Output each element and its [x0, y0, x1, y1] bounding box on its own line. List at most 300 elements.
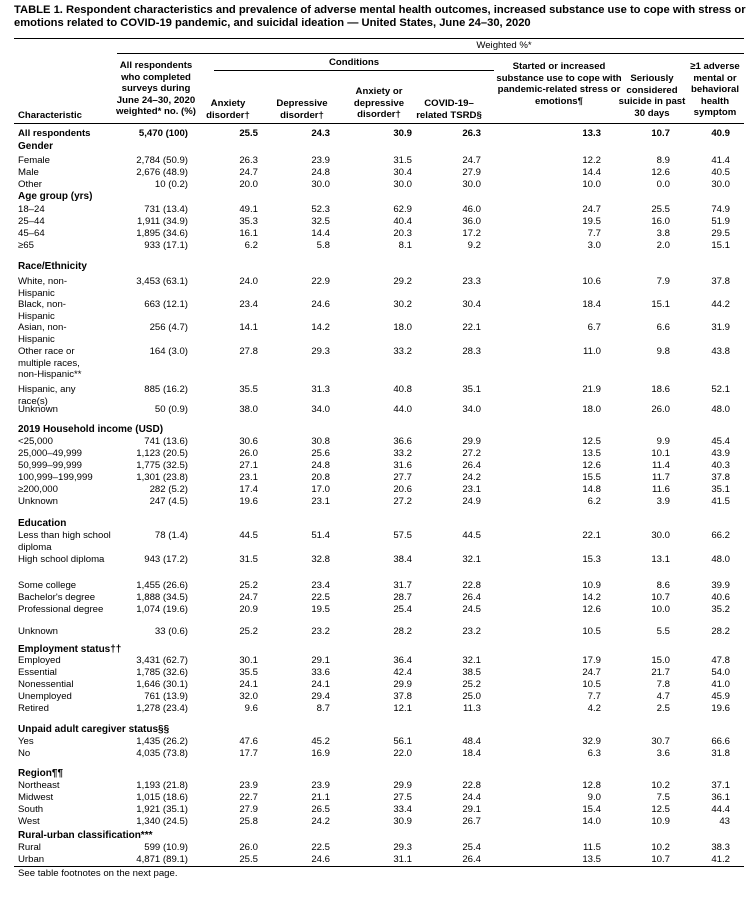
- value-cell: 35.2: [711, 604, 730, 615]
- value-cell: 5.8: [316, 240, 330, 251]
- respondent-count-cell: 164 (3.0): [149, 346, 188, 357]
- value-cell: 36.1: [711, 792, 730, 803]
- value-cell: 17.2: [462, 228, 481, 239]
- value-cell: 35.1: [711, 484, 730, 495]
- respondent-count-cell: 741 (13.6): [144, 436, 188, 447]
- value-cell: 24.6: [311, 299, 330, 310]
- value-cell: 37.8: [393, 691, 412, 702]
- value-cell: 26.5: [311, 804, 330, 815]
- value-cell: 6.2: [587, 496, 601, 507]
- value-cell: 26.3: [239, 155, 258, 166]
- value-cell: 25.5: [239, 128, 258, 139]
- value-cell: 40.3: [711, 460, 730, 471]
- top-rule: [14, 38, 744, 39]
- value-cell: 43: [719, 816, 730, 827]
- value-cell: 30.1: [239, 655, 258, 666]
- value-cell: 17.4: [239, 484, 258, 495]
- value-cell: 30.4: [462, 299, 481, 310]
- value-cell: 24.4: [462, 792, 481, 803]
- value-cell: 18.4: [462, 748, 481, 759]
- respondent-count-cell: 1,911 (34.9): [136, 216, 188, 227]
- respondent-count-cell: 599 (10.9): [144, 842, 188, 853]
- anxiety-header: Anxiety disorder†: [206, 98, 250, 121]
- value-cell: 30.0: [651, 530, 670, 541]
- row-label: High school diploma: [18, 554, 105, 565]
- value-cell: 29.4: [311, 691, 330, 702]
- value-cell: 38.5: [462, 667, 481, 678]
- value-cell: 29.9: [462, 436, 481, 447]
- value-cell: 47.8: [711, 655, 730, 666]
- value-cell: 28.7: [393, 592, 412, 603]
- value-cell: 26.0: [239, 448, 258, 459]
- value-cell: 10.6: [582, 276, 601, 287]
- value-cell: 29.1: [311, 655, 330, 666]
- value-cell: 26.3: [462, 128, 481, 139]
- value-cell: 23.1: [239, 472, 258, 483]
- respondent-count-cell: 933 (17.1): [144, 240, 188, 251]
- row-label: Other race or multiple races, non-Hispanic**: [18, 346, 82, 381]
- respondent-count-cell: 4,035 (73.8): [136, 748, 188, 759]
- respondent-count-cell: 5,470 (100): [138, 128, 188, 139]
- conditions-label: Conditions: [328, 57, 380, 68]
- value-cell: 10.5: [582, 679, 601, 690]
- value-cell: 6.6: [656, 322, 670, 333]
- value-cell: 32.5: [311, 216, 330, 227]
- value-cell: 20.0: [239, 179, 258, 190]
- value-cell: 7.9: [656, 276, 670, 287]
- respondent-count-cell: 663 (12.1): [144, 299, 188, 310]
- row-label: Northeast: [18, 780, 60, 791]
- substance-use-header: Started or increased substance use to cope with pandemic-related stress or emotions¶: [496, 61, 622, 107]
- value-cell: 12.8: [582, 780, 601, 791]
- value-cell: 30.0: [393, 179, 412, 190]
- value-cell: 19.6: [711, 703, 730, 714]
- value-cell: 39.9: [711, 580, 730, 591]
- value-cell: 19.5: [311, 604, 330, 615]
- value-cell: 37.8: [711, 276, 730, 287]
- row-label: Essential: [18, 667, 57, 678]
- value-cell: 28.2: [711, 626, 730, 637]
- value-cell: 24.9: [462, 496, 481, 507]
- value-cell: 10.0: [651, 604, 670, 615]
- value-cell: 36.0: [462, 216, 481, 227]
- respondent-count-cell: 1,888 (34.5): [136, 592, 188, 603]
- value-cell: 29.9: [393, 780, 412, 791]
- respondent-count-cell: 1,278 (23.4): [136, 703, 188, 714]
- respondent-count-cell: 761 (13.9): [144, 691, 188, 702]
- value-cell: 10.1: [651, 448, 670, 459]
- value-cell: 18.0: [582, 404, 601, 415]
- value-cell: 22.7: [239, 792, 258, 803]
- value-cell: 41.4: [711, 155, 730, 166]
- value-cell: 12.2: [582, 155, 601, 166]
- value-cell: 35.1: [462, 384, 481, 395]
- value-cell: 24.7: [582, 204, 601, 215]
- value-cell: 37.1: [711, 780, 730, 791]
- value-cell: 49.1: [239, 204, 258, 215]
- row-label: South: [18, 804, 44, 815]
- value-cell: 10.2: [651, 780, 670, 791]
- value-cell: 10.9: [651, 816, 670, 827]
- value-cell: 25.0: [462, 691, 481, 702]
- row-label: Less than high school diploma: [18, 530, 111, 553]
- respondent-count-cell: 78 (1.4): [154, 530, 188, 541]
- value-cell: 52.1: [711, 384, 730, 395]
- value-cell: 31.5: [393, 155, 412, 166]
- respondent-count-cell: 1,015 (18.6): [136, 792, 188, 803]
- value-cell: 15.1: [711, 240, 730, 251]
- value-cell: 14.2: [582, 592, 601, 603]
- value-cell: 7.7: [587, 691, 601, 702]
- value-cell: 30.9: [393, 128, 412, 139]
- respondent-count-cell: 1,301 (23.8): [136, 472, 188, 483]
- value-cell: 46.0: [462, 204, 481, 215]
- value-cell: 29.3: [311, 346, 330, 357]
- respondent-count-cell: 256 (4.7): [149, 322, 188, 333]
- value-cell: 3.0: [587, 240, 601, 251]
- conditions-rule: [214, 70, 494, 71]
- value-cell: 42.4: [393, 667, 412, 678]
- row-label: Rural: [18, 842, 41, 853]
- value-cell: 20.9: [239, 604, 258, 615]
- value-cell: 41.5: [711, 496, 730, 507]
- value-cell: 14.4: [582, 167, 601, 178]
- value-cell: 36.4: [393, 655, 412, 666]
- value-cell: 23.4: [239, 299, 258, 310]
- characteristic-header: Characteristic: [18, 110, 82, 121]
- respondent-count-cell: 1,340 (24.5): [136, 816, 188, 827]
- respondent-count-cell: 33 (0.6): [154, 626, 188, 637]
- value-cell: 18.4: [582, 299, 601, 310]
- value-cell: 16.9: [311, 748, 330, 759]
- value-cell: 35.5: [239, 384, 258, 395]
- value-cell: 51.9: [711, 216, 730, 227]
- value-cell: 13.5: [582, 448, 601, 459]
- value-cell: 7.5: [656, 792, 670, 803]
- respondent-count-cell: 885 (16.2): [144, 384, 188, 395]
- value-cell: 23.1: [311, 496, 330, 507]
- value-cell: 29.2: [393, 276, 412, 287]
- symptom-header: ≥1 adverse mental or behavioral health symptom: [690, 61, 740, 119]
- value-cell: 3.8: [656, 228, 670, 239]
- row-label: Asian, non-Hispanic: [18, 322, 67, 345]
- value-cell: 14.4: [311, 228, 330, 239]
- value-cell: 41.0: [711, 679, 730, 690]
- section-heading: Race/Ethnicity: [18, 261, 87, 272]
- weighted-rule: [117, 53, 744, 54]
- value-cell: 30.8: [311, 436, 330, 447]
- value-cell: 31.9: [711, 322, 730, 333]
- value-cell: 22.9: [311, 276, 330, 287]
- value-cell: 22.8: [462, 780, 481, 791]
- section-heading: 2019 Household income (USD): [18, 424, 164, 435]
- value-cell: 29.5: [711, 228, 730, 239]
- value-cell: 27.1: [239, 460, 258, 471]
- value-cell: 21.7: [651, 667, 670, 678]
- value-cell: 18.0: [393, 322, 412, 333]
- value-cell: 30.9: [393, 816, 412, 827]
- value-cell: 23.9: [311, 155, 330, 166]
- value-cell: 25.4: [393, 604, 412, 615]
- value-cell: 4.2: [587, 703, 601, 714]
- value-cell: 31.1: [393, 854, 412, 865]
- value-cell: 15.5: [582, 472, 601, 483]
- row-label: West: [18, 816, 40, 827]
- value-cell: 27.2: [462, 448, 481, 459]
- value-cell: 11.6: [652, 484, 670, 495]
- value-cell: 32.1: [462, 655, 481, 666]
- value-cell: 74.9: [711, 204, 730, 215]
- value-cell: 23.9: [311, 780, 330, 791]
- value-cell: 26.4: [462, 460, 481, 471]
- value-cell: 25.5: [239, 854, 258, 865]
- row-label: Professional degree: [18, 604, 104, 615]
- value-cell: 24.3: [311, 128, 330, 139]
- row-label: Unemployed: [18, 691, 72, 702]
- value-cell: 31.8: [711, 748, 730, 759]
- value-cell: 10.0: [582, 179, 601, 190]
- value-cell: 38.3: [711, 842, 730, 853]
- value-cell: 15.3: [582, 554, 601, 565]
- value-cell: 66.6: [711, 736, 730, 747]
- value-cell: 20.3: [393, 228, 412, 239]
- value-cell: 25.5: [651, 204, 670, 215]
- value-cell: 11.4: [652, 460, 670, 471]
- value-cell: 8.1: [398, 240, 412, 251]
- value-cell: 23.1: [462, 484, 481, 495]
- value-cell: 31.5: [239, 554, 258, 565]
- value-cell: 32.8: [311, 554, 330, 565]
- value-cell: 21.9: [582, 384, 601, 395]
- respondent-count-cell: 2,784 (50.9): [136, 155, 188, 166]
- value-cell: 47.6: [239, 736, 258, 747]
- value-cell: 13.3: [582, 128, 601, 139]
- respondent-count-cell: 1,646 (30.1): [136, 679, 188, 690]
- value-cell: 48.0: [711, 554, 730, 565]
- respondents-header: All respondents who completed surveys during June 24–30, 2020 weighted* no. (%): [116, 60, 196, 118]
- value-cell: 15.0: [651, 655, 670, 666]
- value-cell: 33.6: [311, 667, 330, 678]
- value-cell: 12.1: [393, 703, 412, 714]
- value-cell: 23.2: [462, 626, 481, 637]
- value-cell: 8.9: [656, 155, 670, 166]
- value-cell: 10.2: [651, 842, 670, 853]
- value-cell: 12.5: [651, 804, 670, 815]
- value-cell: 27.8: [239, 346, 258, 357]
- value-cell: 30.2: [393, 299, 412, 310]
- value-cell: 52.3: [311, 204, 330, 215]
- value-cell: 24.2: [462, 472, 481, 483]
- value-cell: 40.4: [393, 216, 412, 227]
- respondent-count-cell: 50 (0.9): [154, 404, 188, 415]
- value-cell: 10.7: [651, 592, 670, 603]
- value-cell: 25.2: [239, 626, 258, 637]
- value-cell: 24.1: [239, 679, 258, 690]
- value-cell: 22.1: [582, 530, 601, 541]
- value-cell: 11.0: [583, 346, 601, 357]
- value-cell: 10.9: [582, 580, 601, 591]
- value-cell: 31.3: [311, 384, 330, 395]
- respondent-count-cell: 1,435 (26.2): [136, 736, 188, 747]
- value-cell: 25.6: [311, 448, 330, 459]
- value-cell: 18.6: [651, 384, 670, 395]
- value-cell: 30.0: [462, 179, 481, 190]
- respondent-count-cell: 1,785 (32.6): [136, 667, 188, 678]
- value-cell: 44.5: [239, 530, 258, 541]
- value-cell: 10.7: [651, 128, 670, 139]
- value-cell: 40.6: [711, 592, 730, 603]
- row-label: 100,999–199,999: [18, 472, 93, 483]
- value-cell: 12.6: [582, 604, 601, 615]
- row-label: Black, non-Hispanic: [18, 299, 66, 322]
- row-label: 50,999–99,999: [18, 460, 83, 471]
- value-cell: 26.4: [462, 854, 481, 865]
- anx-or-dep-header: Anxiety or depressive disorder†: [353, 86, 405, 121]
- value-cell: 44.4: [711, 804, 730, 815]
- value-cell: 23.9: [239, 780, 258, 791]
- value-cell: 22.1: [462, 322, 481, 333]
- respondent-count-cell: 3,431 (62.7): [136, 655, 188, 666]
- value-cell: 30.0: [711, 179, 730, 190]
- value-cell: 51.4: [311, 530, 330, 541]
- value-cell: 27.2: [393, 496, 412, 507]
- value-cell: 25.8: [239, 816, 258, 827]
- value-cell: 11.3: [463, 703, 481, 714]
- respondent-count-cell: 4,871 (89.1): [136, 854, 188, 865]
- respondent-count-cell: 282 (5.2): [149, 484, 188, 495]
- value-cell: 24.7: [239, 592, 258, 603]
- row-label: Yes: [18, 736, 34, 747]
- section-heading: Education: [18, 518, 67, 529]
- value-cell: 24.6: [311, 854, 330, 865]
- value-cell: 22.5: [311, 842, 330, 853]
- value-cell: 40.8: [393, 384, 412, 395]
- value-cell: 48.0: [711, 404, 730, 415]
- value-cell: 14.2: [311, 322, 330, 333]
- value-cell: 29.9: [393, 679, 412, 690]
- row-label: Retired: [18, 703, 49, 714]
- value-cell: 38.4: [393, 554, 412, 565]
- respondent-count-cell: 10 (0.2): [154, 179, 188, 190]
- value-cell: 24.5: [462, 604, 481, 615]
- value-cell: 26.0: [239, 842, 258, 853]
- weighted-label: Weighted %*: [476, 40, 532, 51]
- value-cell: 44.0: [393, 404, 412, 415]
- value-cell: 10.7: [651, 854, 670, 865]
- row-label: White, non-Hispanic: [18, 276, 68, 299]
- value-cell: 27.5: [393, 792, 412, 803]
- row-label: Employed: [18, 655, 61, 666]
- row-label: Hispanic, any race(s): [18, 384, 76, 407]
- respondent-count-cell: 1,921 (35.1): [136, 804, 188, 815]
- value-cell: 14.1: [239, 322, 258, 333]
- value-cell: 20.8: [311, 472, 330, 483]
- value-cell: 29.3: [393, 842, 412, 853]
- header-bottom-rule: [14, 123, 744, 124]
- value-cell: 35.5: [239, 667, 258, 678]
- value-cell: 30.4: [393, 167, 412, 178]
- value-cell: 9.2: [467, 240, 481, 251]
- value-cell: 4.7: [656, 691, 670, 702]
- value-cell: 24.0: [239, 276, 258, 287]
- tsrd-header: COVID-19–related TSRD§: [416, 98, 482, 121]
- value-cell: 8.6: [656, 580, 670, 591]
- value-cell: 11.7: [652, 472, 670, 483]
- value-cell: 30.7: [651, 736, 670, 747]
- value-cell: 22.8: [462, 580, 481, 591]
- respondent-count-cell: 1,775 (32.5): [136, 460, 188, 471]
- value-cell: 34.0: [462, 404, 481, 415]
- row-label: All respondents: [18, 128, 91, 139]
- value-cell: 3.6: [656, 748, 670, 759]
- value-cell: 12.6: [582, 460, 601, 471]
- value-cell: 9.6: [244, 703, 258, 714]
- row-label: ≥200,000: [18, 484, 58, 495]
- row-label: No: [18, 748, 31, 759]
- section-heading: Gender: [18, 141, 54, 152]
- value-cell: 54.0: [711, 667, 730, 678]
- respondent-count-cell: 1,074 (19.6): [136, 604, 188, 615]
- footnote: See table footnotes on the next page.: [18, 868, 178, 879]
- value-cell: 23.3: [462, 276, 481, 287]
- section-heading: Region¶¶: [18, 768, 64, 779]
- value-cell: 27.9: [462, 167, 481, 178]
- value-cell: 17.9: [582, 655, 601, 666]
- respondent-count-cell: 1,895 (34.6): [136, 228, 188, 239]
- row-label: Urban: [18, 854, 45, 865]
- respondent-count-cell: 247 (4.5): [149, 496, 188, 507]
- value-cell: 6.3: [587, 748, 601, 759]
- value-cell: 17.7: [239, 748, 258, 759]
- value-cell: 32.1: [462, 554, 481, 565]
- value-cell: 24.7: [462, 155, 481, 166]
- row-label: Other: [18, 179, 42, 190]
- section-heading: Rural-urban classification***: [18, 830, 153, 841]
- value-cell: 22.5: [311, 592, 330, 603]
- value-cell: 19.6: [239, 496, 258, 507]
- depressive-header: Depressive disorder†: [276, 98, 328, 121]
- value-cell: 31.6: [393, 460, 412, 471]
- value-cell: 13.1: [651, 554, 670, 565]
- respondent-count-cell: 2,676 (48.9): [136, 167, 188, 178]
- respondent-count-cell: 3,453 (63.1): [136, 276, 188, 287]
- row-label: Bachelor's degree: [18, 592, 96, 603]
- row-label: ≥65: [18, 240, 34, 251]
- value-cell: 19.5: [582, 216, 601, 227]
- value-cell: 31.7: [393, 580, 412, 591]
- value-cell: 24.1: [311, 679, 330, 690]
- value-cell: 2.5: [656, 703, 670, 714]
- row-label: Female: [18, 155, 50, 166]
- value-cell: 20.6: [393, 484, 412, 495]
- value-cell: 10.5: [582, 626, 601, 637]
- row-label: Unknown: [18, 626, 58, 637]
- value-cell: 30.6: [239, 436, 258, 447]
- value-cell: 21.1: [311, 792, 330, 803]
- value-cell: 27.7: [393, 472, 412, 483]
- respondent-count-cell: 1,123 (20.5): [136, 448, 188, 459]
- value-cell: 16.1: [239, 228, 258, 239]
- value-cell: 12.6: [651, 167, 670, 178]
- value-cell: 43.9: [711, 448, 730, 459]
- value-cell: 37.8: [711, 472, 730, 483]
- suicide-header: Seriously considered suicide in past 30 days: [618, 73, 686, 119]
- table-bottom-rule: [14, 866, 744, 867]
- value-cell: 45.2: [311, 736, 330, 747]
- value-cell: 9.9: [656, 436, 670, 447]
- value-cell: 44.5: [462, 530, 481, 541]
- value-cell: 40.9: [711, 128, 730, 139]
